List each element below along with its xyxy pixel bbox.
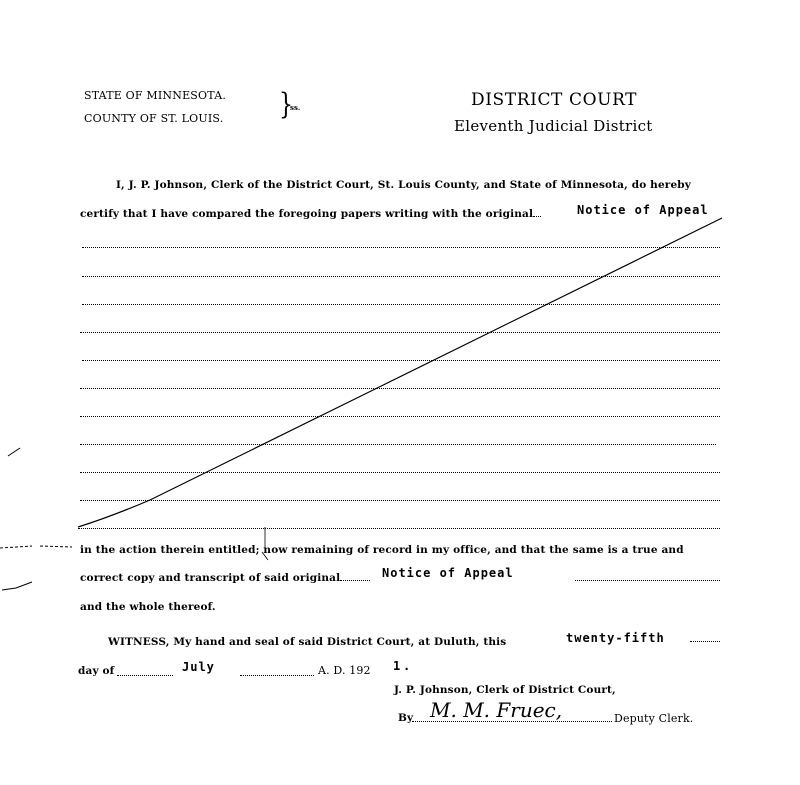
ad-label: A. D. 192 [318,664,371,677]
fill-line [690,641,720,642]
witness-month-field: July [182,660,215,674]
venue-brace: } [279,89,293,122]
deputy-signature: M. M. Fruec, [430,698,563,722]
fill-line [575,580,720,581]
clerk-name: J. P. Johnson, Clerk of District Court, [394,684,616,696]
by-label: By [398,712,414,724]
day-of-label: day of [78,665,115,677]
year-suffix: . [403,659,412,673]
year-digit-field: 1 [393,659,402,673]
witness-text: WITNESS, My hand and seal of said District Court, at Duluth, this [108,636,507,648]
certification-line-5: and the whole thereof. [80,601,216,613]
fill-dots [340,580,370,581]
copy-document-field: Notice of Appeal [382,566,514,580]
venue-state: STATE OF MINNESOTA. [84,89,227,102]
fill-line [240,675,314,676]
certification-line-3: in the action therein entitled; now remaining of record in my office, and that the same is a true and [80,544,684,556]
fill-line [117,675,173,676]
certification-line-4-text: correct copy and transcript of said original [80,572,341,584]
certification-line-4 [80,572,370,584]
original-document-field: Notice of Appeal [577,203,709,217]
venue-county: COUNTY OF ST. LOUIS. [84,112,224,125]
court-title: DISTRICT COURT [471,90,638,110]
venue-ss: ss. [290,103,301,112]
deputy-title: Deputy Clerk. [614,712,694,725]
certification-line-2-text: certify that I have compared the foregoing papers writing with the original [80,208,534,220]
court-subtitle: Eleventh Judicial District [454,117,653,135]
witness-day-field: twenty-fifth [566,631,665,645]
certification-line-1: I, J. P. Johnson, Clerk of the District Court, St. Louis County, and State of Minnesota, do hereby [116,179,692,191]
